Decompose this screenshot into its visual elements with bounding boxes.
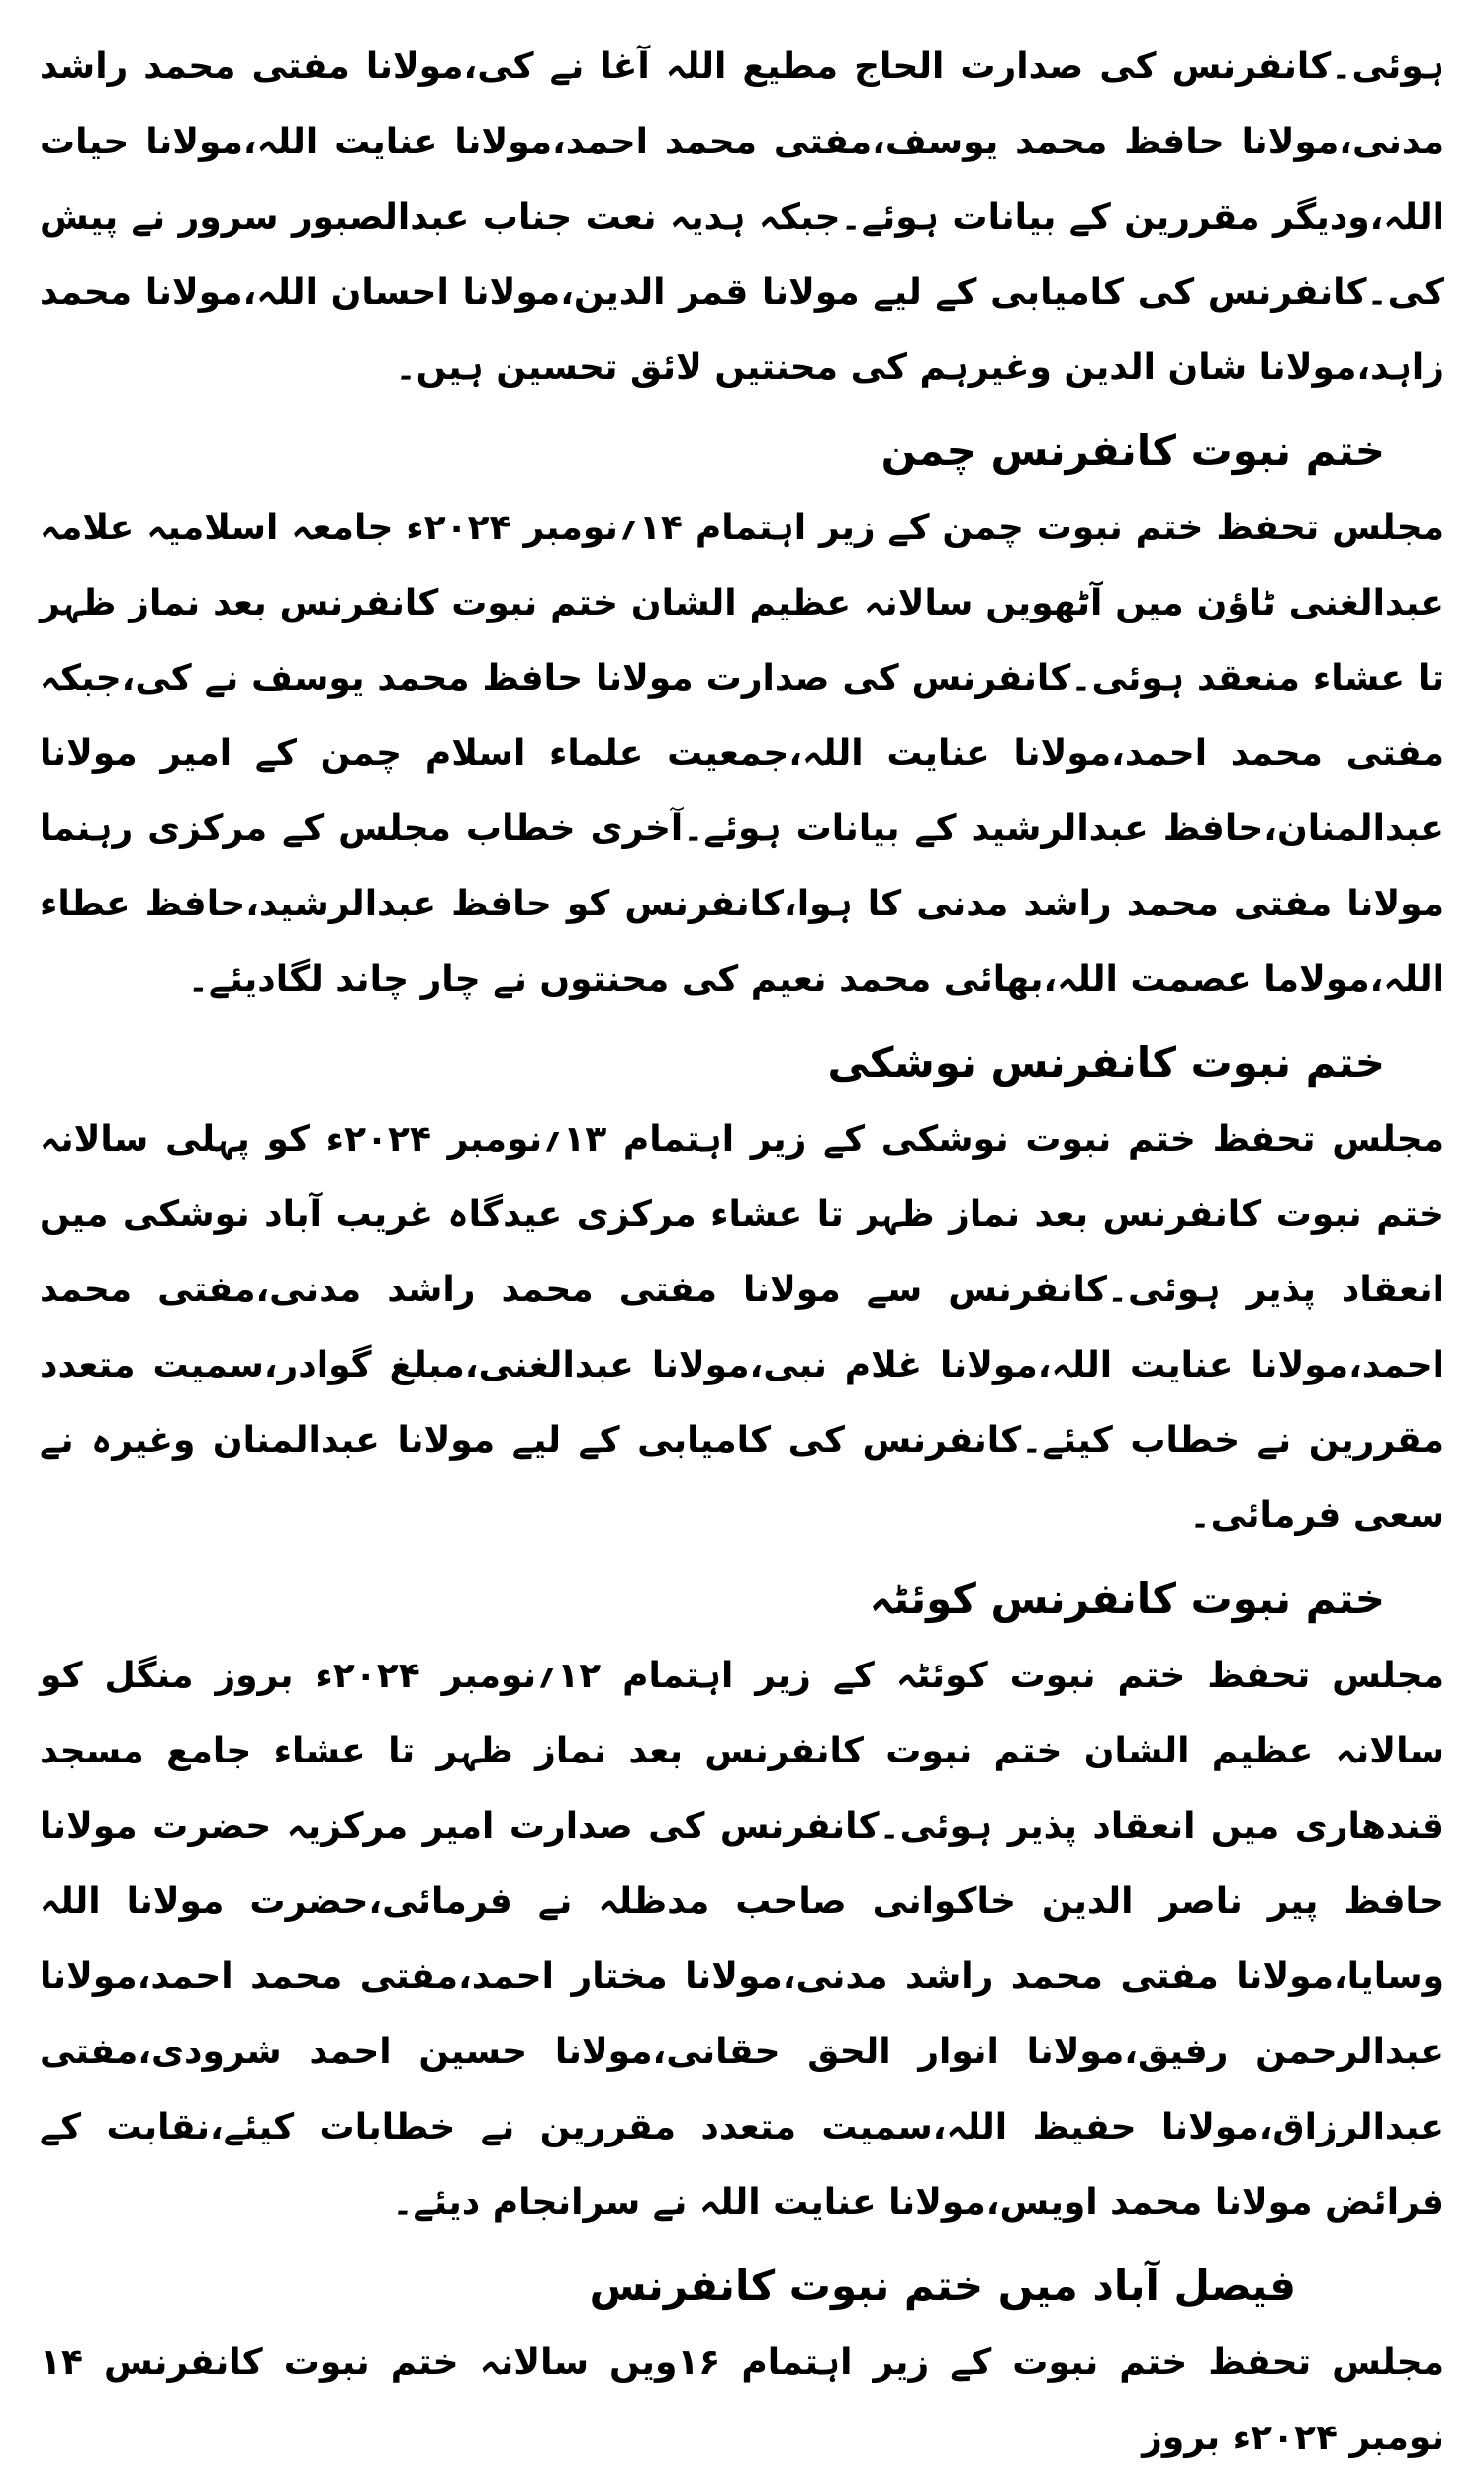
section-heading-noshki: ختم نبوت کانفرنس نوشکی xyxy=(827,1038,1385,1087)
section-body-quetta: مجلس تحفظ ختم نبوت کوئٹہ کے زیر اہتمام ۱۲؍نومبر ۲۰۲۴ء بروز منگل کو سالانہ عظیم الشان ختم نبوت کانفرنس بعد نماز ظہر تا عشاء جامع مسجد قندھاری میں انعقاد پذیر ہوئی۔کانفرنس کی صدارت امیر مرکزیہ حضرت مولانا حافظ پیر ناصر الدین خاکوانی صاحب مدظلہ نے فرمائی،حضرت مولانا اللہ وسایا،مولانا مفتی محمد راشد مدنی،مولانا مختار احمد،مفتی محمد احمد،مولانا عبدالرحمن رفیق،مولانا انوار الحق حقانی،مولانا حسین احمد شرودی،مفتی عبدالرزاق،مولانا حفیظ اللہ،سمیت متعدد مقررین نے خطابات کیئے،نقابت کے فرائض مولانا محمد اویس،مولانا عنایت اللہ نے سرانجام دیئے۔ xyxy=(40,1656,1445,2223)
section-noshki xyxy=(40,1023,1444,1554)
section-body-chaman: مجلس تحفظ ختم نبوت چمن کے زیر اہتمام ۱۴؍نومبر ۲۰۲۴ء جامعہ اسلامیہ علامہ عبدالغنی ٹاؤن میں آٹھویں سالانہ عظیم الشان ختم نبوت کانفرنس بعد نماز ظہر تا عشاء منعقد ہوئی۔کانفرنس کی صدارت مولانا حافظ محمد یوسف نے کی،جبکہ مفتی محمد احمد،مولانا عنایت اللہ،جمعیت علماء اسلام چمن کے امیر مولانا عبدالمنان،حافظ عبدالرشید کے بیانات ہوئے۔آخری خطاب مجلس کے مرکزی رہنما مولانا مفتی محمد راشد مدنی کا ہوا،کانفرنس کو حافظ عبدالرشید،حافظ عطاء اللہ،مولاما عصمت اللہ،بھائی محمد نعیم کی محنتوں نے چار چاند لگادیئے۔ xyxy=(40,508,1444,1000)
section-heading-chaman: ختم نبوت کانفرنس چمن xyxy=(881,427,1385,475)
intro-paragraph: ہوئی۔کانفرنس کی صدارت الحاج مطیع اللہ آغا نے کی،مولانا مفتی محمد راشد مدنی،مولانا حافظ محمد یوسف،مفتی محمد احمد،مولانا عنایت اللہ،مولانا حیات اللہ،ودیگر مقررین کے بیانات ہوئے۔جبکہ ہدیہ نعت جناب عبدالصبور سرور نے پیش کی۔کانفرنس کی کامیابی کے لیے مولانا قمر الدین،مولانا احسان اللہ،مولانا محمد زاہد،مولانا شان الدین وغیرہم کی محنتیں لائق تحسین ہیں۔ xyxy=(40,47,1444,388)
section-body-faisalabad: مجلس تحفظ ختم نبوت کے زیر اہتمام ۱۶ویں سالانہ ختم نبوت کانفرنس ۱۴ نومبر ۲۰۲۴ء بروز xyxy=(40,2342,1444,2458)
section-faisalabad xyxy=(40,2246,1444,2458)
section-heading-quetta: ختم نبوت کانفرنس کوئٹہ xyxy=(869,1574,1385,1623)
section-chaman xyxy=(40,412,1444,1017)
section-heading-faisalabad: فیصل آباد میں ختم نبوت کانفرنس xyxy=(589,2261,1296,2310)
section-body-noshki: مجلس تحفظ ختم نبوت نوشکی کے زیر اہتمام ۱۳؍نومبر ۲۰۲۴ء کو پہلی سالانہ ختم نبوت کانفرنس بعد نماز ظہر تا عشاء مرکزی عیدگاہ غریب آباد نوشکی میں انعقاد پذیر ہوئی۔کانفرنس سے مولانا مفتی محمد راشد مدنی،مفتی محمد احمد،مولانا عنایت اللہ،مولانا غلام نبی،مولانا عبدالغنی،مبلغ گوادر،سمیت متعدد مقررین نے خطاب کیئے۔کانفرنس کی کامیابی کے لیے مولانا عبدالمنان وغیرہ نے سعی فرمائی۔ xyxy=(40,1119,1445,1536)
section-quetta xyxy=(40,1560,1444,2240)
